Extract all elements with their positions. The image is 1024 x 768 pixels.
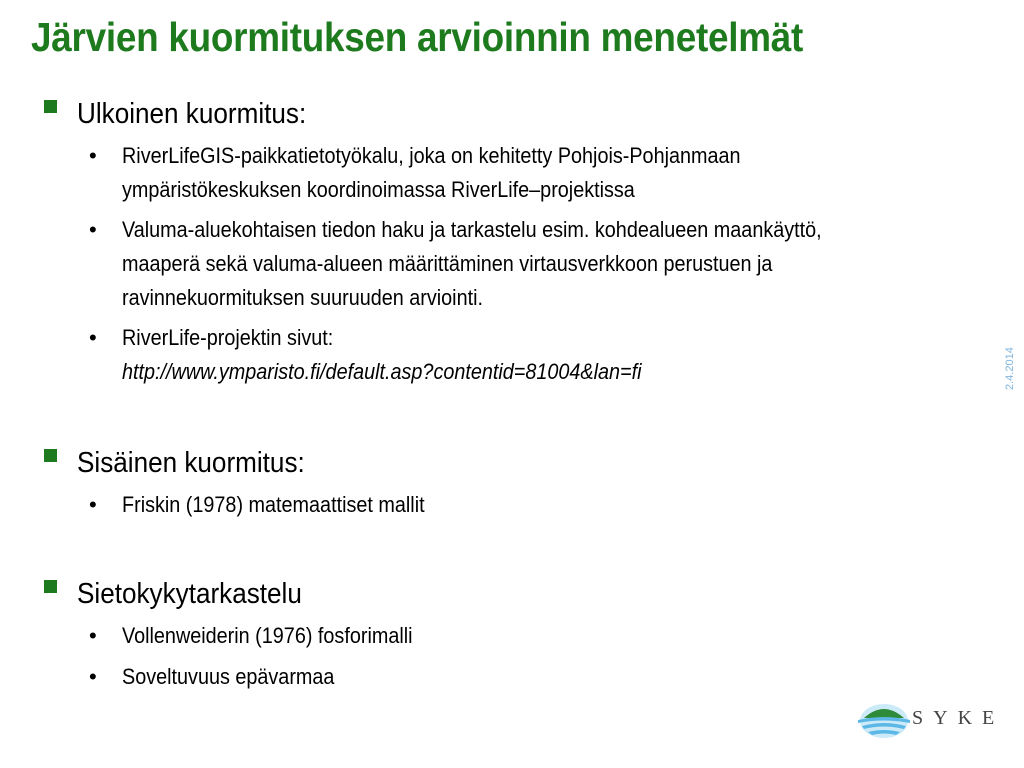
riverlife-link[interactable]: http://www.ymparisto.fi/default.asp?contentid=81004&lan=fi (122, 359, 642, 384)
section-heading: Ulkoinen kuormitus: (40, 97, 970, 131)
square-bullet-icon (44, 580, 57, 593)
bullet-dot-icon: • (89, 217, 97, 242)
section-internal-load (40, 446, 970, 522)
section-tolerance-review (40, 577, 970, 694)
bullet-dot-icon: • (89, 664, 97, 689)
slide-title: Järvien kuormituksen arvioinnin menetelmät (31, 14, 804, 60)
syke-logo-text: SYKE (912, 707, 1005, 729)
square-bullet-icon (44, 449, 57, 462)
list-item: • Vollenweiderin (1976) fosforimalli (40, 619, 970, 653)
list-item: • Valuma-aluekohtaisen tiedon haku ja tarkastelu esim. kohdealueen maankäyttö, maaperä sekä valuma-alueen määrittäminen virtausverkkoon perustuen ja ravinnekuormituksen suuruuden arviointi. (40, 213, 970, 315)
bullet-dot-icon: • (89, 143, 97, 168)
bullet-dot-icon: • (89, 492, 97, 517)
list-item: • RiverLife-projektin sivut: http://www.ymparisto.fi/default.asp?contentid=81004&lan=fi (40, 321, 970, 389)
bullet-dot-icon: • (89, 325, 97, 350)
section-external-load (40, 97, 970, 389)
bullet-dot-icon: • (89, 623, 97, 648)
section-heading: Sietokykytarkastelu (40, 577, 970, 611)
list-item: • Soveltuvuus epävarmaa (40, 660, 970, 694)
list-item: • RiverLifeGIS-paikkatietotyökalu, joka on kehitetty Pohjois-Pohjanmaan ympäristökeskuksen koordinoimassa RiverLife–projektissa (40, 139, 970, 207)
square-bullet-icon (44, 100, 57, 113)
list-item: • Friskin (1978) matemaattiset mallit (40, 488, 970, 522)
slide-date: 2.4.2014 (1004, 347, 1016, 390)
section-heading: Sisäinen kuormitus: (40, 446, 970, 480)
